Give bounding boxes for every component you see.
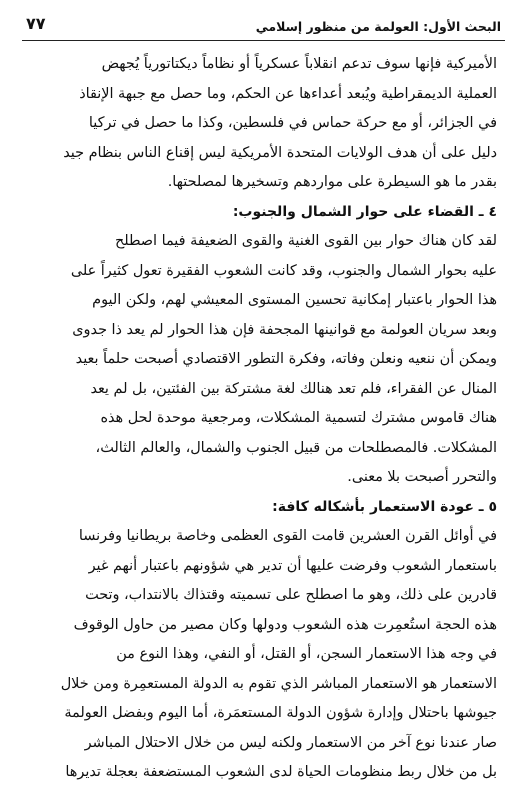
running-title: البحث الأول: العولمة من منظور إسلامي — [255, 19, 501, 34]
paragraph: في أوائل القرن العشرين قامت القوى العظمى وخاصة بريطانيا وفرنسا باستعمار الشعوب وفرضت عليها أن تدير هي شؤونهم باعتبار أنهم غير قادرين على ذلك، وهو ما اصطلح على تسميته وقتذاك بالانتداب، وتحت هذه الحجة استُعمِرت هذه الشعوب ودولها وكان مصير من حاول الوقوف في وجه هذا الاستعمار السجن، أو القتل، أو النفي، وهذا النوع من الاستعمار هو الاستعمار المباشر الذي تقوم به الدولة المستعمِرة ومن خلال جيوشها باحتلال وإدارة شؤون الدولة المستعمَرة، أما اليوم وبفضل العولمة صار عندنا نوع آخر من الاستعمار ولكنه ليس من خلال الاحتلال المباشر بل من خلال ربط منظومات الحياة لدى الشعوب المستضعفة بعجلة تديرها — [60, 528, 497, 780]
paragraph: الأميركية فإنها سوف تدعم انقلاباً عسكرياً أو نظاماً ديكتاتورياً يُجهض العملية الديمقراطية ويُبعد أعداءها عن الحكم، وما حصل مع جبهة الإنقاذ في الجزائر، أو مع حركة حماس في فلسطين، وكذا ما حصل في تركيا دليل على أن هدف الولايات المتحدة الأمريكية ليس إقناع الناس بنظام جيد بقدر ما هو السيطرة على مواردهم وتسخيرها لمصلحتها. — [63, 56, 497, 190]
section-heading: ٤ ـ القضاء على حوار الشمال والجنوب: — [232, 203, 497, 220]
page-body — [30, 50, 497, 788]
paragraph: لقد كان هناك حوار بين القوى الغنية والقوى الضعيفة فيما اصطلح عليه بحوار الشمال والجنوب، وقد كانت الشعوب الفقيرة تعول كثيراً على هذا الحوار باعتبار إمكانية تحسين المستوى المعيشي لهم، ولكن اليوم وبعد سريان العولمة مع قوانينها المجحفة فإن هذا الحوار لم يعد ذا جدوى ويمكن أن ننعيه ونعلن وفاته، وفكرة التطور الاقتصادي أصبحت حلماً بعيد المنال عن الفقراء، فلم تعد هنالك لغة مشتركة بين الفئتين، بل لم يعد هناك قاموس مشترك لتسمية المشكلات، ومرجعية موحدة لحل هذه المشكلات. فالمصطلحات من قبيل الجنوب والشمال، والعالم الثالث، والتحرر أصبحت بلا معنى. — [70, 233, 497, 485]
page-number: ٧٧ — [26, 14, 46, 33]
page-header — [22, 10, 505, 41]
section-heading: ٥ ـ عودة الاستعمار بأشكاله كافة: — [272, 498, 497, 515]
